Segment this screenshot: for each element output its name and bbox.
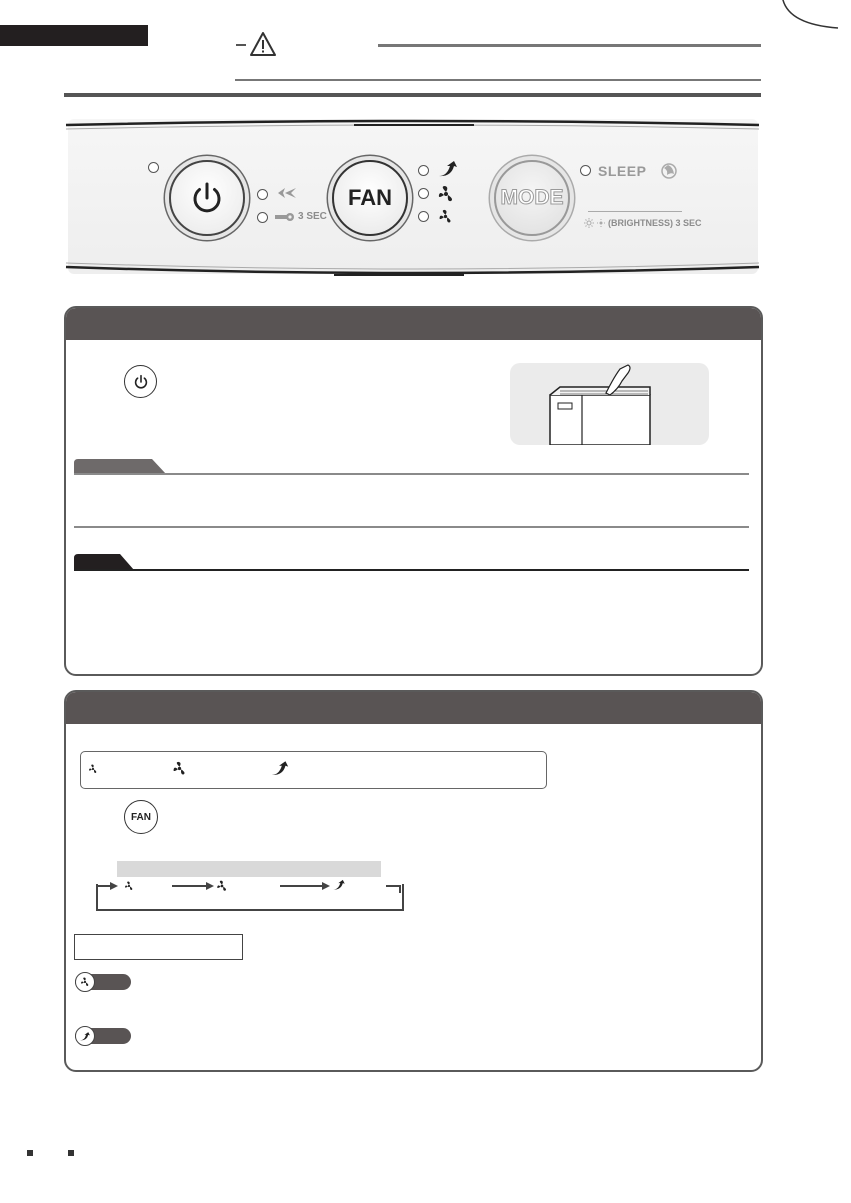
lock-led bbox=[257, 212, 268, 223]
turbo-icon bbox=[332, 879, 346, 891]
fan-speed-section-header bbox=[66, 692, 761, 724]
caution-rule-bottom bbox=[74, 526, 749, 528]
power-section bbox=[64, 306, 763, 676]
fan-button[interactable] bbox=[332, 160, 408, 236]
sequence-banner bbox=[117, 861, 381, 877]
turbo-led bbox=[418, 165, 429, 176]
warning-rule-bottom bbox=[235, 79, 761, 81]
brightness-label: (BRIGHTNESS) 3 SEC bbox=[608, 218, 702, 228]
chapter-tab bbox=[0, 25, 148, 46]
turbo-icon bbox=[437, 160, 459, 178]
default-setting-box bbox=[74, 934, 243, 960]
fan-speed-levels-bar bbox=[80, 751, 547, 789]
fan-medium-pill-icon-wrap bbox=[75, 972, 95, 992]
sleep-led bbox=[580, 165, 591, 176]
power-indicator-led bbox=[148, 162, 159, 173]
fan-medium-icon bbox=[216, 880, 228, 892]
power-icon bbox=[187, 178, 227, 218]
purifier-illustration bbox=[510, 363, 709, 445]
corner-mark bbox=[780, 0, 840, 34]
power-section-header bbox=[66, 308, 761, 340]
page-marker-left bbox=[27, 1150, 33, 1156]
fan-medium-pill bbox=[75, 974, 131, 990]
airflow-icon bbox=[276, 186, 298, 200]
lock-duration-label: 3 SEC bbox=[298, 211, 327, 222]
caution-tab bbox=[74, 459, 166, 474]
fan-button-small-label: FAN bbox=[131, 811, 151, 823]
turbo-pill bbox=[75, 1028, 131, 1044]
note-tab-shape bbox=[74, 554, 134, 570]
power-icon bbox=[132, 373, 150, 391]
warning-rule-top bbox=[378, 44, 761, 47]
fan-button-label: FAN bbox=[348, 185, 392, 210]
key-lock-icon bbox=[274, 212, 296, 222]
turbo-icon bbox=[79, 1031, 91, 1042]
caution-tab-shape bbox=[74, 459, 166, 474]
brightness-divider bbox=[588, 211, 682, 212]
mode-button[interactable] bbox=[494, 160, 570, 236]
fan-low-icon bbox=[88, 764, 98, 774]
brightness-icon bbox=[584, 218, 608, 228]
fan-button-small bbox=[124, 800, 158, 834]
fan-low-icon bbox=[438, 209, 453, 224]
note-rule bbox=[74, 569, 749, 571]
page-marker-right bbox=[68, 1150, 74, 1156]
power-button-small bbox=[124, 365, 157, 398]
power-button[interactable] bbox=[169, 160, 245, 236]
fan-low-icon bbox=[124, 881, 134, 891]
airflow-led bbox=[257, 189, 268, 200]
purifier-hand-illustration bbox=[510, 363, 709, 445]
warning-dash bbox=[236, 44, 246, 46]
sequence-arrows bbox=[96, 880, 406, 894]
turbo-icon bbox=[270, 760, 290, 777]
panel-top-edge bbox=[64, 119, 761, 133]
sleep-label: SLEEP bbox=[598, 163, 647, 179]
panel-bottom-edge bbox=[64, 261, 761, 279]
fan-medium-led bbox=[418, 188, 429, 199]
fan-medium-icon bbox=[80, 977, 90, 987]
warning-triangle-icon bbox=[249, 31, 277, 57]
fan-low-led bbox=[418, 211, 429, 222]
turbo-pill-icon-wrap bbox=[75, 1026, 95, 1046]
header-rule bbox=[64, 93, 761, 97]
caution-rule-top bbox=[74, 473, 749, 475]
note-tab bbox=[74, 554, 134, 570]
fan-medium-icon bbox=[172, 761, 187, 776]
auto-globe-icon bbox=[660, 162, 678, 180]
mode-button-label: MODE bbox=[500, 186, 564, 209]
fan-medium-icon bbox=[437, 185, 455, 203]
